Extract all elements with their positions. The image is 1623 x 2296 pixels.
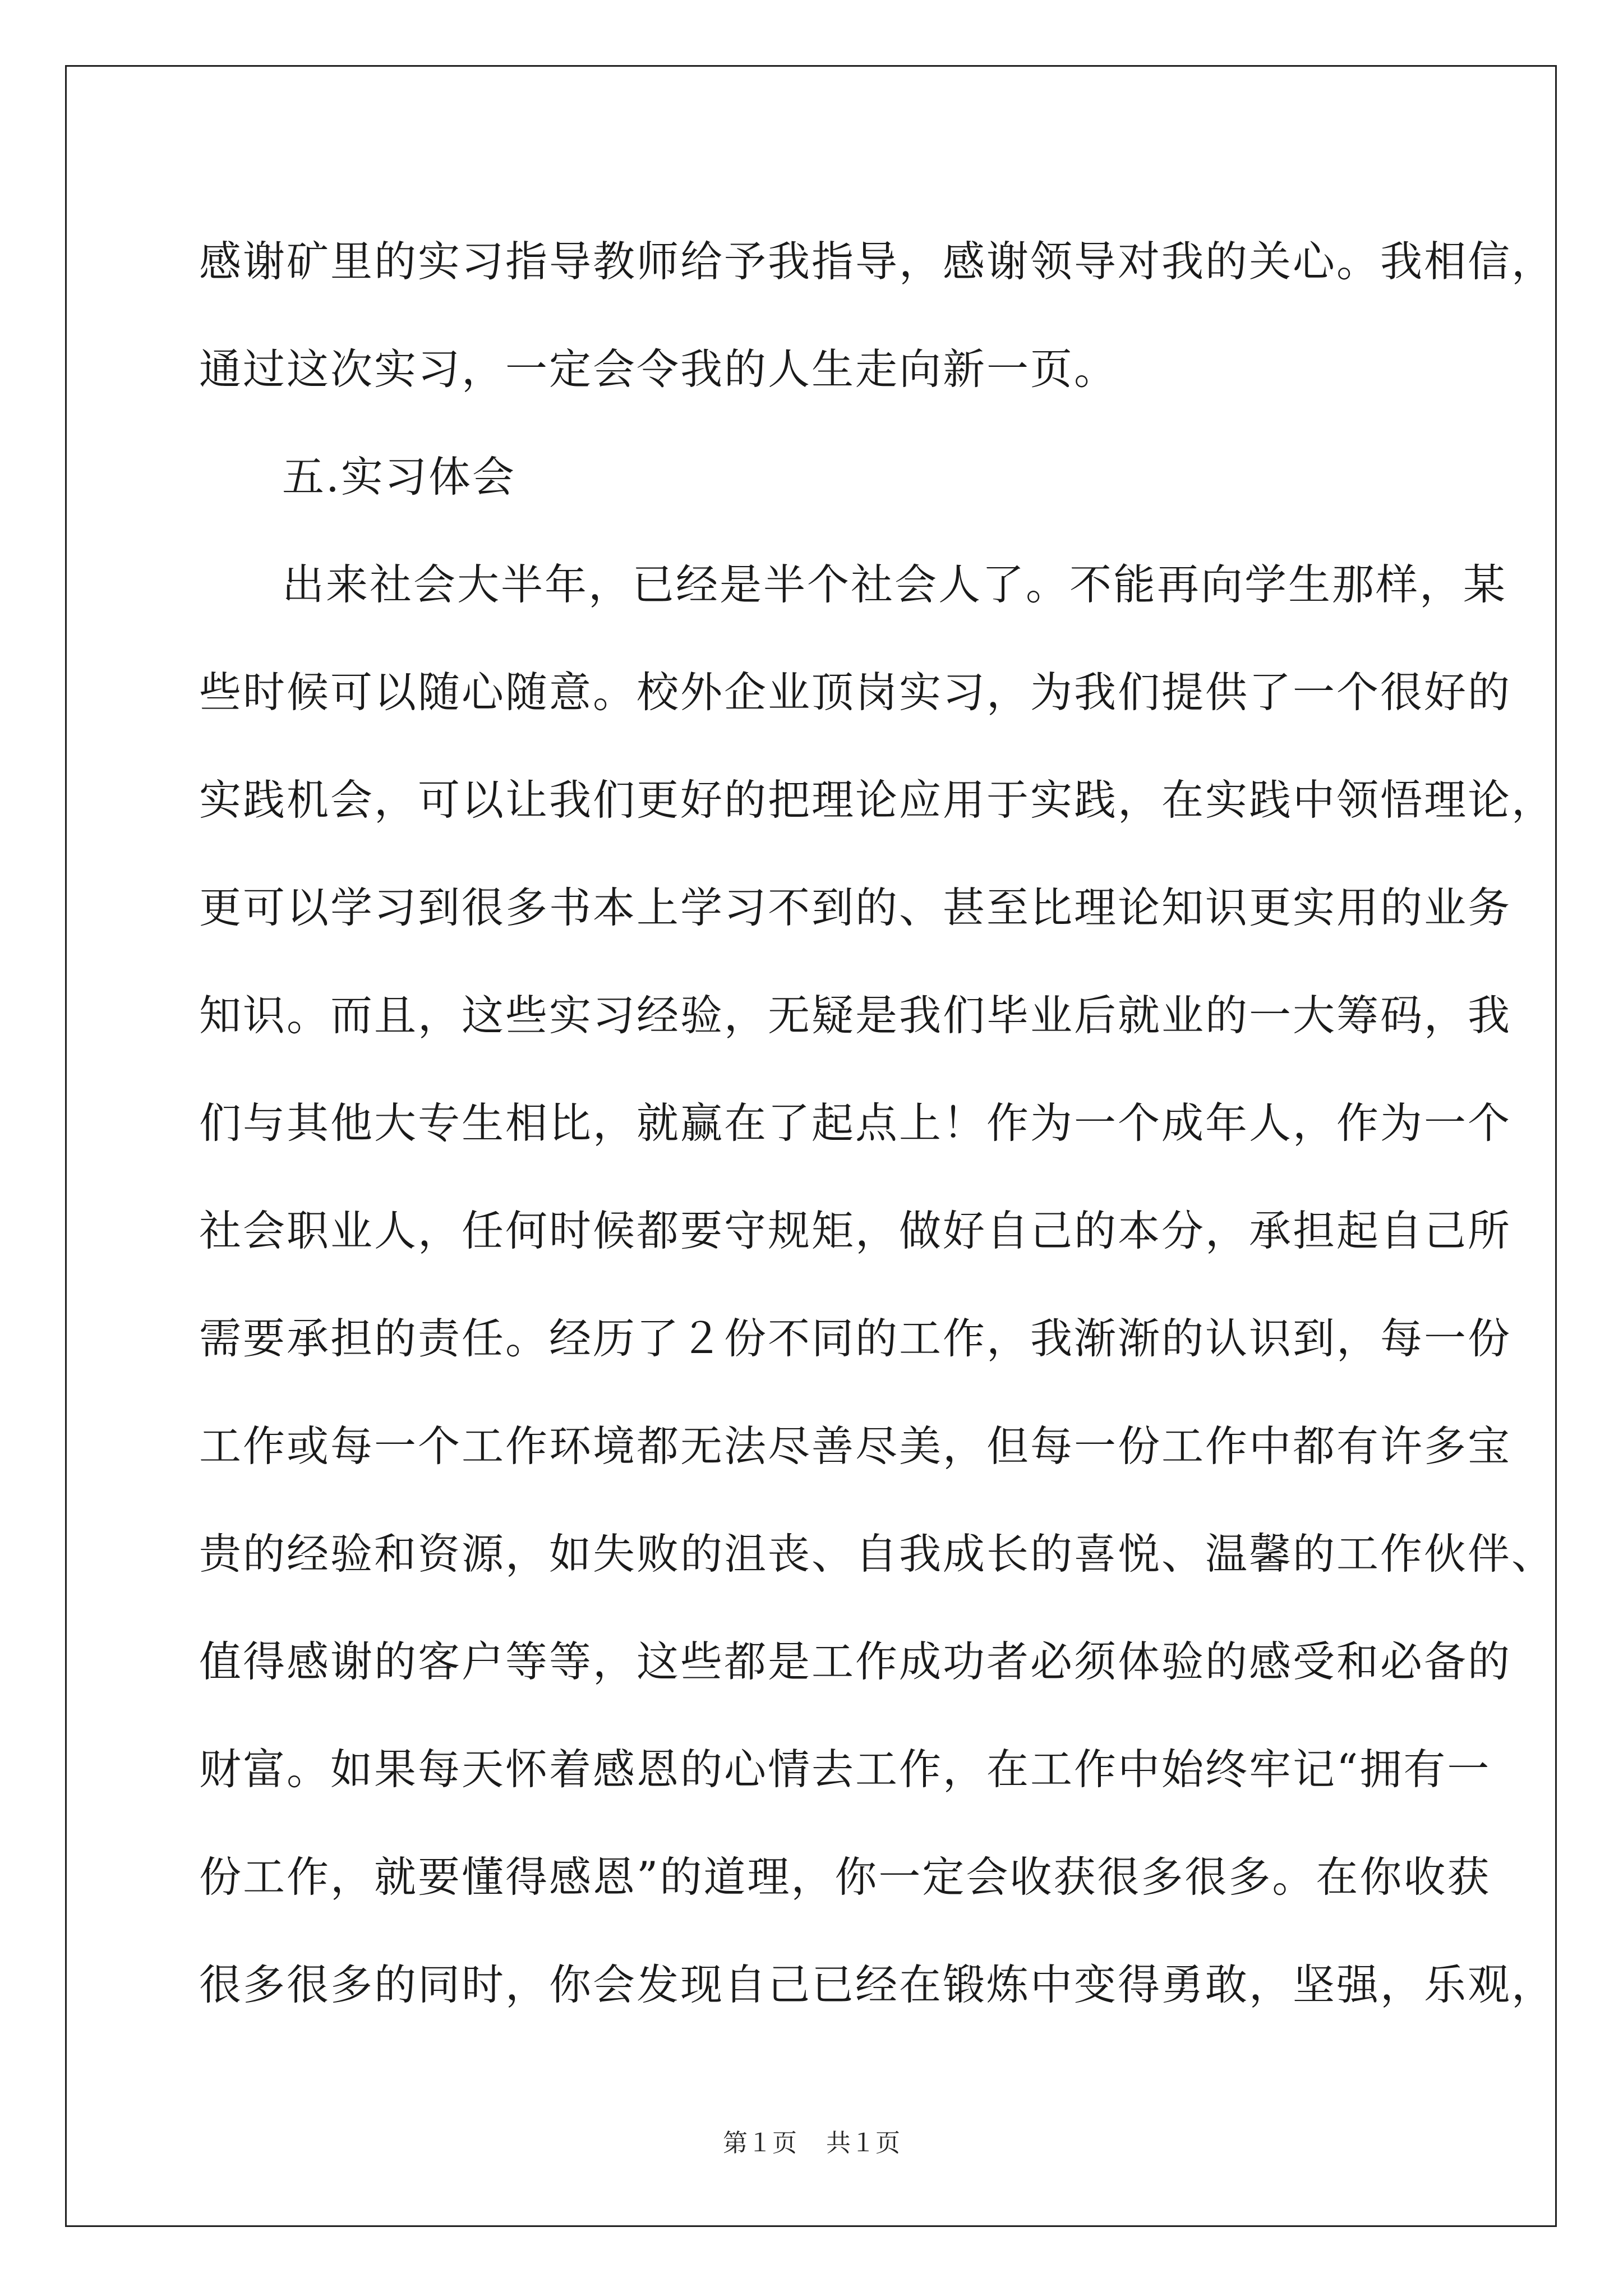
text-line: 贵的经验和资源，如失败的沮丧、自我成长的喜悦、温馨的工作伙伴、 [199, 1529, 1556, 1579]
text-line: 更可以学习到很多书本上学习不到的、甚至比理论知识更实用的业务 [199, 883, 1512, 932]
text-line: 需要承担的责任。经历了２份不同的工作，我渐渐的认识到，每一份 [199, 1314, 1512, 1363]
text-line: 值得感谢的客户等等，这些都是工作成功者必须体验的感受和必备的 [199, 1637, 1512, 1686]
text-line: 些时候可以随心随意。校外企业顶岗实习，为我们提供了一个很好的 [199, 668, 1512, 717]
document-body [199, 208, 1556, 2039]
text-line: 通过这次实习，一定会令我的人生走向新一页。 [199, 344, 1118, 394]
text-line: 知识。而且，这些实习经验，无疑是我们毕业后就业的一大筹码，我 [199, 991, 1512, 1040]
text-line: 份工作，就要懂得感恩”的道理，你一定会收获很多很多。在你收获 [199, 1852, 1491, 1902]
page-number: 第１页 [723, 2129, 797, 2157]
text-line: 很多很多的同时，你会发现自己已经在锻炼中变得勇敢，坚强，乐观， [199, 1960, 1556, 2009]
text-line: 财富。如果每天怀着感恩的心情去工作，在工作中始终牢记“拥有一 [199, 1745, 1491, 1794]
page-footer [0, 2123, 1623, 2159]
text-line: 们与其他大专生相比，就赢在了起点上！作为一个成年人，作为一个 [199, 1098, 1512, 1148]
text-line: 五.实习体会 [282, 452, 516, 501]
text-line: 实践机会，可以让我们更好的把理论应用于实践，在实践中领悟理论， [199, 775, 1556, 825]
page-total: 共１页 [826, 2129, 900, 2157]
text-line: 出来社会大半年，已经是半个社会人了。不能再向学生那样，某 [282, 560, 1507, 609]
text-line: 感谢矿里的实习指导教师给予我指导，感谢领导对我的关心。我相信， [199, 237, 1556, 286]
text-line: 社会职业人，任何时候都要守规矩，做好自己的本分，承担起自己所 [199, 1206, 1512, 1255]
text-line: 工作或每一个工作环境都无法尽善尽美，但每一份工作中都有许多宝 [199, 1421, 1512, 1471]
